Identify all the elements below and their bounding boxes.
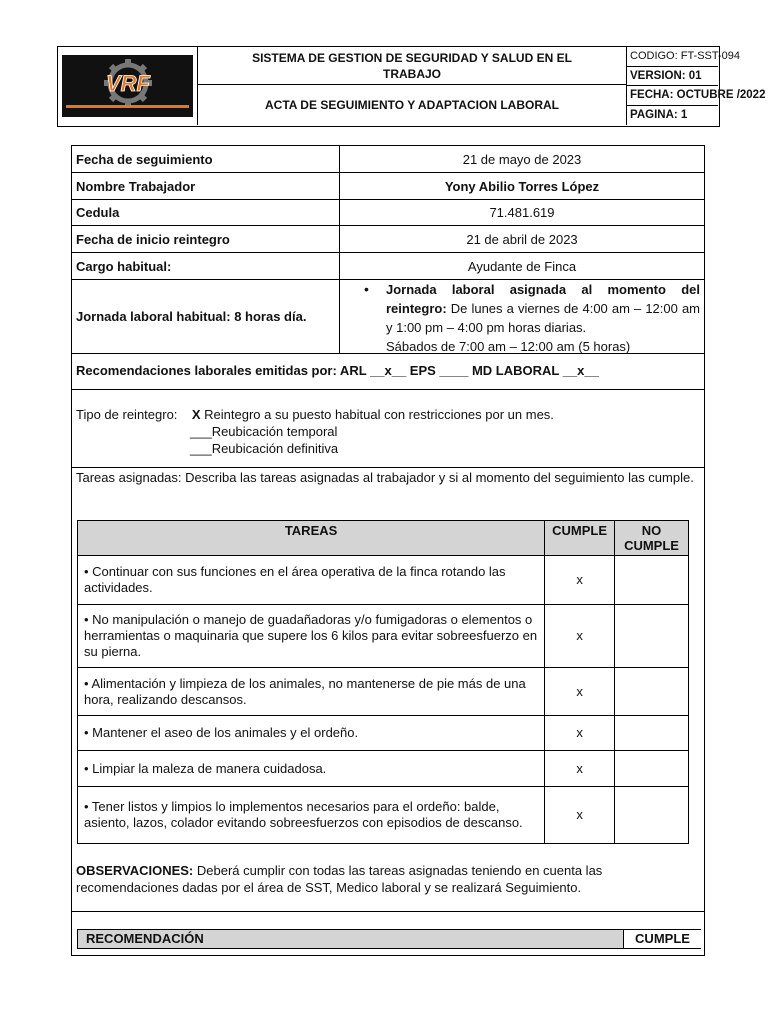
field-row-fecha-seguimiento xyxy=(72,146,704,173)
cumple-cell: x xyxy=(545,605,615,668)
task-cell: • Continuar con sus funciones en el área operativa de la finca rotando las actividades. xyxy=(78,556,545,605)
logo-text: VRF xyxy=(106,71,150,96)
field-label: Nombre Trabajador xyxy=(72,173,340,199)
task-cell: • No manipulación o manejo de guadañadoras y/o fumigadoras o elementos o herramientas o maquinaria que supere los 6 kilos para evitar sobreesfuerzo en su pierna. xyxy=(78,605,545,668)
bullet-icon: • xyxy=(364,281,369,297)
table-row xyxy=(78,787,689,844)
no-cumple-cell xyxy=(615,716,689,751)
column-header: NO CUMPLE xyxy=(615,521,689,556)
table-row xyxy=(78,605,689,668)
column-header: TAREAS xyxy=(78,521,545,556)
recommendations-issued-by: Recomendaciones laborales emitidas por: ARL __x__ EPS ____ MD LABORAL __x__ xyxy=(76,363,599,378)
cumple-cell: x xyxy=(545,787,615,844)
cumple-label: CUMPLE xyxy=(623,930,701,948)
date-label: FECHA: OCTUBRE /2022 xyxy=(627,86,718,106)
no-cumple-cell xyxy=(615,787,689,844)
cumple-cell: x xyxy=(545,751,615,787)
code-label: CODIGO: FT-SST-094 xyxy=(627,47,718,67)
observaciones: OBSERVACIONES: Deberá cumplir con todas las tareas asignadas teniendo en cuenta las recomendaciones dadas por el área de SST, Medico laboral y se realizará Seguimiento. xyxy=(76,863,603,895)
task-cell: • Alimentación y limpieza de los animales, no mantenerse de pie más de una hora, realizando descansos. xyxy=(78,668,545,716)
field-value: Ayudante de Finca xyxy=(467,258,577,274)
no-cumple-cell xyxy=(615,668,689,716)
field-value: Yony Abilio Torres López xyxy=(444,178,600,194)
system-title: SISTEMA DE GESTION DE SEGURIDAD Y SALUD EN EL TRABAJO xyxy=(198,47,626,85)
cumple-cell: x xyxy=(545,556,615,605)
field-value: 21 de mayo de 2023 xyxy=(462,151,582,167)
field-value: 21 de abril de 2023 xyxy=(466,231,578,247)
task-cell: • Mantener el aseo de los animales y el ordeño. xyxy=(78,716,545,751)
tareas-table xyxy=(77,520,689,844)
table-row xyxy=(78,751,689,787)
tipo-reintegro-row xyxy=(72,390,704,468)
no-cumple-cell xyxy=(615,605,689,668)
cumple-cell: x xyxy=(545,668,615,716)
field-row-jornada xyxy=(72,280,704,354)
field-row-cargo xyxy=(72,253,704,280)
jornada-value: Jornada laboral asignada al momento del reintegro: De lunes a viernes de 4:00 am – 12:00 am y 1:00 pm – 4:00 pm horas diarias. Sábados de 7:00 am – 12:00 am (5 horas) xyxy=(386,282,700,354)
recomendacion-label: RECOMENDACIÓN xyxy=(86,931,204,946)
tipo-reintegro: Tipo de reintegro: X Reintegro a su puesto habitual con restricciones por un mes. ___Reubicación temporal ___Reubicación definitiva xyxy=(76,407,554,456)
gear-logo-icon xyxy=(62,55,193,117)
field-row-fecha-reintegro xyxy=(72,226,704,253)
column-header: CUMPLE xyxy=(545,521,615,556)
recomendacion-header xyxy=(77,929,701,949)
table-row xyxy=(78,716,689,751)
field-label: Fecha de inicio reintegro xyxy=(72,226,340,252)
document-header xyxy=(57,46,766,127)
jornada-label: Jornada laboral habitual: 8 horas día. xyxy=(72,280,340,353)
version-label: VERSION: 01 xyxy=(627,67,718,87)
cumple-cell: x xyxy=(545,716,615,751)
field-row-nombre xyxy=(72,173,704,200)
follow-up-form xyxy=(71,145,705,956)
table-row xyxy=(78,668,689,716)
document-subtitle: ACTA DE SEGUIMIENTO Y ADAPTACION LABORAL xyxy=(264,98,559,112)
field-label: Cargo habitual: xyxy=(72,253,340,279)
no-cumple-cell xyxy=(615,556,689,605)
table-row xyxy=(78,556,689,605)
no-cumple-cell xyxy=(615,751,689,787)
task-cell: • Tener listos y limpios lo implementos necesarios para el ordeño: balde, asiento, lazos, colador evitando sobreesfuerzos con episodios de descanso. xyxy=(78,787,545,844)
tareas-intro: Tareas asignadas: Describa las tareas asignadas al trabajador y si al momento del seguimiento las cumple. xyxy=(76,470,694,485)
field-label: Cedula xyxy=(72,200,340,225)
company-logo xyxy=(58,47,198,125)
field-row-cedula xyxy=(72,200,704,226)
page-label: PAGINA: 1 xyxy=(630,108,688,121)
field-value: 71.481.619 xyxy=(489,205,555,220)
field-label: Fecha de seguimiento xyxy=(72,146,340,172)
task-cell: • Limpiar la maleza de manera cuidadosa. xyxy=(78,751,545,787)
recommendations-row xyxy=(72,354,704,390)
